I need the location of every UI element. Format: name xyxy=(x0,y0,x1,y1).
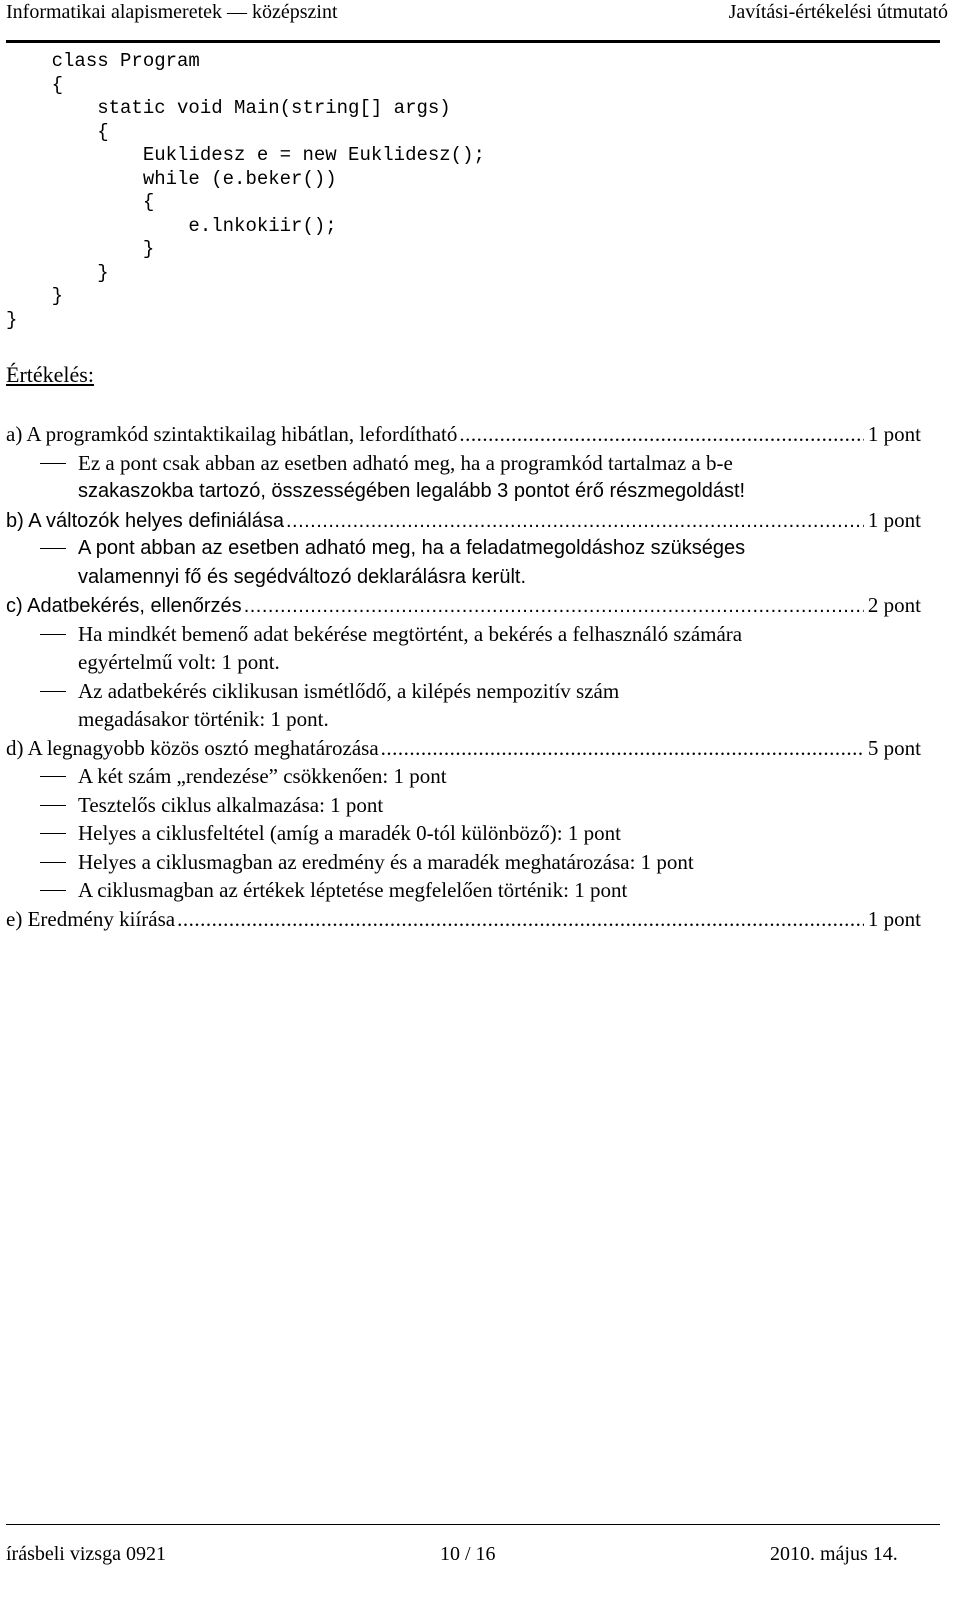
code-line: { xyxy=(6,191,155,213)
header-rule xyxy=(6,40,940,43)
note-text: Helyes a ciklusfeltétel (amíg a maradék 0-tól különböző): 1 pont xyxy=(78,821,621,845)
note-text: megadásakor történik: 1 pont. xyxy=(78,707,329,731)
note-text: Ez a pont csak abban az esetben adható meg, ha a programkód tartalmaz a b-e xyxy=(78,450,733,475)
note-text: egyértelmű volt: 1 pont. xyxy=(78,650,280,674)
dash-bullet xyxy=(40,862,66,863)
criterion-points: 1 pont xyxy=(867,507,921,532)
criterion-note-continued xyxy=(6,477,921,506)
criterion-e xyxy=(6,905,921,934)
code-line: { xyxy=(6,120,109,143)
footer-exam-id: írásbeli vizsga 0921 xyxy=(6,1543,166,1565)
code-line: Euklidesz e = new Euklidesz(); xyxy=(6,144,485,166)
dash-bullet xyxy=(40,805,66,806)
code-line: static void Main(string[] args) xyxy=(6,97,451,119)
criterion-label: b) A változók helyes definiálása xyxy=(6,509,284,532)
code-line: e.lnkokiir(); xyxy=(6,214,337,237)
criterion-c xyxy=(6,591,921,620)
criterion-points: 1 pont xyxy=(867,422,921,446)
dash-bullet xyxy=(40,833,66,834)
footer-rule xyxy=(6,1524,940,1525)
leader-dots xyxy=(177,905,864,934)
dash-bullet xyxy=(40,890,66,891)
criterion-note-continued xyxy=(6,563,921,592)
evaluation-list xyxy=(6,420,921,933)
criterion-label: e) Eredmény kiírása xyxy=(6,906,176,931)
note-text: valamennyi fő és segédváltozó deklarálásra került. xyxy=(78,565,527,588)
criterion-points: 1 pont xyxy=(867,906,921,931)
leader-dots xyxy=(381,734,864,763)
dash-bullet xyxy=(40,463,66,464)
note-text: Helyes a ciklusmagban az eredmény és a maradék meghatározása: 1 pont xyxy=(78,849,694,874)
note-text: Az adatbekérés ciklikusan ismétlődő, a kilépés nempozitív szám xyxy=(78,678,620,703)
evaluation-heading: Értékelés: xyxy=(6,362,94,387)
code-block xyxy=(6,50,485,332)
code-line: } xyxy=(6,308,18,331)
criterion-label: d) A legnagyobb közös osztó meghatározása xyxy=(6,735,379,760)
criterion-points: 5 pont xyxy=(867,735,921,760)
dash-bullet xyxy=(40,634,66,635)
criterion-points: 2 pont xyxy=(867,593,921,617)
note-text: szakaszokba tartozó, összességében legalább 3 pontot érő részmegoldást! xyxy=(78,480,746,502)
note-text: A ciklusmagban az értékek léptetése megfelelően történik: 1 pont xyxy=(78,878,628,902)
footer-date: 2010. május 14. xyxy=(770,1543,898,1565)
criterion-b xyxy=(6,506,921,535)
criterion-label: c) Adatbekérés, ellenőrzés xyxy=(6,595,242,617)
criterion-note xyxy=(6,762,921,791)
leader-dots xyxy=(286,507,864,536)
note-text: A pont abban az esetben adható meg, ha a feladatmegoldáshoz szükséges xyxy=(78,537,746,559)
criterion-note xyxy=(6,848,921,877)
code-line: while (e.beker()) xyxy=(6,167,337,190)
criterion-note xyxy=(6,791,921,820)
code-line: } xyxy=(6,285,64,307)
criterion-note xyxy=(6,876,921,905)
code-line: } xyxy=(6,261,109,284)
header-guide-title: Javítási-értékelési útmutató xyxy=(728,1,948,23)
header-subject: Informatikai alapismeretek — középszint xyxy=(6,1,338,23)
criterion-note xyxy=(6,620,921,649)
note-text: Tesztelős ciklus alkalmazása: 1 pont xyxy=(78,792,384,817)
code-line: } xyxy=(6,238,155,260)
code-line: class Program xyxy=(6,50,200,72)
page-header xyxy=(6,0,948,34)
dash-bullet xyxy=(40,776,66,777)
leader-dots xyxy=(459,420,864,449)
criterion-d xyxy=(6,734,921,763)
criterion-a xyxy=(6,420,921,449)
code-line: { xyxy=(6,73,64,96)
criterion-note xyxy=(6,819,921,848)
note-text: Ha mindkét bemenő adat bekérése megtörtént, a bekérés a felhasználó számára xyxy=(78,621,743,646)
footer-page-number: 10 / 16 xyxy=(440,1543,496,1565)
criterion-note xyxy=(6,449,921,478)
criterion-label: a) A programkód szintaktikailag hibátlan, lefordítható xyxy=(6,422,458,446)
criterion-note xyxy=(6,534,921,563)
dash-bullet xyxy=(40,548,66,549)
criterion-note-continued xyxy=(6,648,921,677)
leader-dots xyxy=(244,592,864,621)
note-text: A két szám „rendezése” csökkenően: 1 pont xyxy=(78,764,447,788)
criterion-note xyxy=(6,677,921,706)
dash-bullet xyxy=(40,691,66,692)
criterion-note-continued xyxy=(6,705,921,734)
